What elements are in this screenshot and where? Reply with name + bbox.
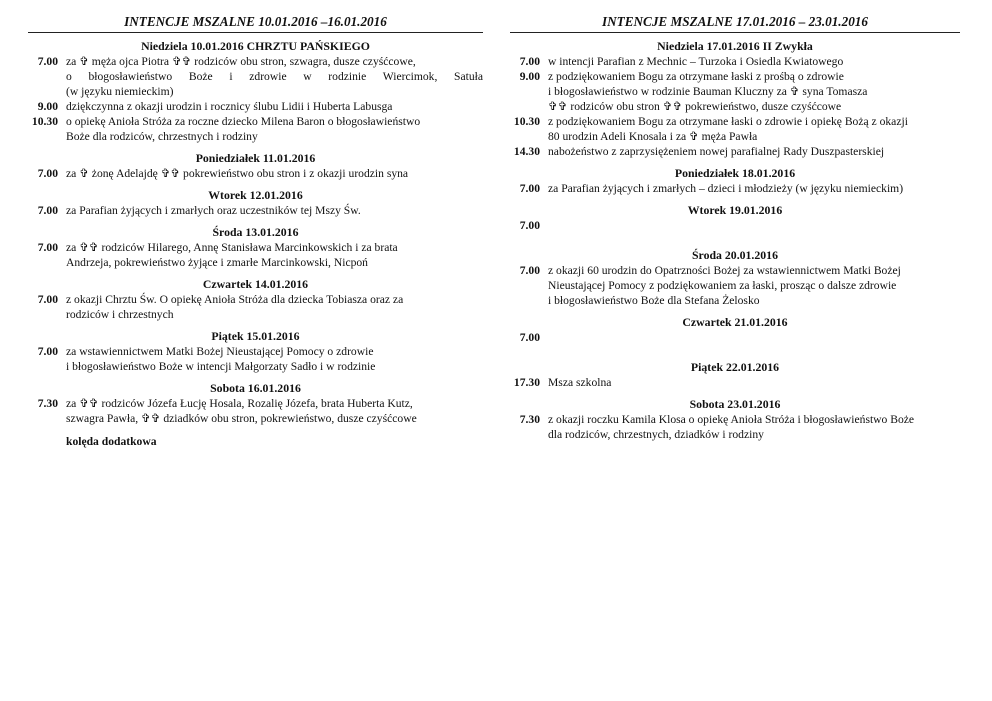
mass-intention <box>540 412 960 442</box>
mass-entry <box>28 114 483 144</box>
intention-line: za Parafian żyjących i zmarłych – dzieci i młodzieży (w języku niemieckim) <box>548 182 904 195</box>
right-header-rule <box>510 32 960 33</box>
mass-intention <box>58 114 483 144</box>
mass-time: 7.00 <box>519 219 540 232</box>
day-block <box>28 151 483 181</box>
right-days <box>510 39 960 442</box>
mass-time: 7.00 <box>37 55 58 68</box>
day-title: Czwartek 14.01.2016 <box>202 277 309 291</box>
intention-line: Andrzeja, pokrewieństwo żyjące i zmarłe Marcinkowski, Nicpoń <box>66 256 368 269</box>
day-title: Poniedziałek 11.01.2016 <box>195 151 316 165</box>
intention-line: z okazji 60 urodzin do Opatrzności Bożej za wstawiennictwem Matki Bożej <box>548 264 901 277</box>
mass-intention <box>58 99 483 114</box>
mass-entry <box>510 412 960 442</box>
day-block <box>510 203 960 241</box>
day-title: Niedziela 17.01.2016 II Zwykła <box>657 39 813 53</box>
day-block <box>510 360 960 390</box>
mass-entry <box>510 181 960 196</box>
day-block <box>510 166 960 196</box>
day-block <box>28 329 483 374</box>
mass-intention <box>540 114 960 144</box>
intention-line: w intencji Parafian z Mechnic – Turzoka i Osiedla Kwiatowego <box>548 55 844 68</box>
day-block <box>510 39 960 159</box>
intention-line: ✞✞ rodziców obu stron ✞✞ pokrewieństwo, dusze czyśćcowe <box>548 100 842 113</box>
mass-intention <box>540 218 960 233</box>
kolęda-note: kolęda dodatkowa <box>66 435 157 448</box>
mass-entry <box>510 54 960 69</box>
day-block <box>28 277 483 322</box>
blank-space <box>510 345 960 353</box>
intention-line: dziękczynna z okazji urodzin i rocznicy ślubu Lidii i Huberta Labusga <box>66 100 393 113</box>
left-week-title: INTENCJE MSZALNE 10.01.2016 –16.01.2016 <box>124 14 387 29</box>
mass-time: 7.00 <box>37 204 58 217</box>
mass-entry <box>510 218 960 233</box>
day-block <box>510 315 960 353</box>
intention-line: z okazji Chrztu Św. O opiekę Anioła Stróża dla dziecka Tobiasza oraz za <box>66 293 404 306</box>
mass-intention <box>58 240 483 270</box>
intention-line: z podziękowaniem Bogu za otrzymane łaski o zdrowie i opiekę Bożą z okazji <box>548 115 908 128</box>
mass-entry <box>510 330 960 345</box>
mass-entry <box>510 144 960 159</box>
mass-time: 7.00 <box>519 55 540 68</box>
intention-line <box>548 330 960 345</box>
day-title: Poniedziałek 18.01.2016 <box>674 166 796 180</box>
mass-time: 7.00 <box>37 241 58 254</box>
mass-entry <box>28 240 483 270</box>
mass-intention <box>58 203 483 218</box>
mass-intention <box>540 144 960 159</box>
intention-line: za wstawiennictwem Matki Bożej Nieustającej Pomocy o zdrowie <box>66 345 374 358</box>
mass-intention <box>540 330 960 345</box>
right-column <box>510 12 960 449</box>
mass-time: 9.00 <box>519 70 540 83</box>
day-block <box>28 225 483 270</box>
left-days <box>28 39 483 426</box>
mass-entry <box>28 396 483 426</box>
mass-intention <box>58 396 483 426</box>
intention-line: (w języku niemieckim) <box>66 85 174 98</box>
intention-line: z podziękowaniem Bogu za otrzymane łaski z prośbą o zdrowie <box>548 70 844 83</box>
intention-line: 80 urodzin Adeli Knosala i za ✞ męża Pawła <box>548 130 758 143</box>
intention-line: o błogosławieństwo Boże i zdrowie w rodzinie Wiercimok, Satuła <box>66 70 483 83</box>
mass-intention <box>540 181 960 196</box>
right-week-title: INTENCJE MSZALNE 17.01.2016 – 23.01.2016 <box>602 14 868 29</box>
day-title: Środa 20.01.2016 <box>692 248 778 262</box>
mass-time: 10.30 <box>513 115 540 128</box>
mass-entry <box>28 292 483 322</box>
intention-line <box>548 218 960 233</box>
intention-line: i błogosławieństwo w rodzinie Bauman Kluczny za ✞ syna Tomasza <box>548 85 868 98</box>
mass-intention <box>58 54 483 99</box>
mass-entry <box>510 114 960 144</box>
mass-entry <box>510 263 960 308</box>
mass-time: 9.00 <box>37 100 58 113</box>
mass-entry <box>28 54 483 99</box>
mass-time: 10.30 <box>31 115 58 128</box>
intention-line: Msza szkolna <box>548 376 612 389</box>
mass-entry <box>28 166 483 181</box>
mass-intention <box>540 69 960 114</box>
day-title: Wtorek 12.01.2016 <box>208 188 303 202</box>
intention-line: z okazji roczku Kamila Klosa o opiekę Anioła Stróża i błogosławieństwo Boże <box>548 413 915 426</box>
day-block <box>510 248 960 308</box>
intention-line: nabożeństwo z zaprzysiężeniem nowej parafialnej Rady Duszpasterskiej <box>548 145 885 158</box>
mass-time: 7.00 <box>519 264 540 277</box>
day-block <box>28 39 483 144</box>
mass-time: 7.00 <box>519 182 540 195</box>
intention-line: i błogosławieństwo Boże w intencji Małgorzaty Sadło i w rodzinie <box>66 360 376 373</box>
mass-time: 17.30 <box>513 376 540 389</box>
intention-line: rodziców i chrzestnych <box>66 308 174 321</box>
mass-time: 7.00 <box>37 293 58 306</box>
mass-intention <box>58 344 483 374</box>
mass-intention <box>540 263 960 308</box>
day-title: Piątek 22.01.2016 <box>690 360 780 374</box>
mass-entry <box>28 344 483 374</box>
day-block <box>510 397 960 442</box>
intention-line: za ✞✞ rodziców Józefa Łucję Hosala, Rozalię Józefa, brata Huberta Kutz, <box>66 397 413 410</box>
left-header-rule <box>28 32 483 33</box>
day-title: Piątek 15.01.2016 <box>211 329 300 343</box>
mass-intention <box>58 292 483 322</box>
intention-line: za Parafian żyjących i zmarłych oraz uczestników tej Mszy Św. <box>66 204 361 217</box>
intention-line: Boże dla rodziców, chrzestnych i rodziny <box>66 130 258 143</box>
day-block <box>28 188 483 218</box>
mass-entry <box>510 69 960 114</box>
day-title: Niedziela 10.01.2016 CHRZTU PAŃSKIEGO <box>141 39 370 53</box>
mass-time: 14.30 <box>513 145 540 158</box>
mass-time: 7.00 <box>37 345 58 358</box>
left-column <box>28 12 483 449</box>
intention-line: i błogosławieństwo Boże dla Stefana Żelosko <box>548 294 760 307</box>
mass-intention <box>540 375 960 390</box>
mass-entry <box>28 99 483 114</box>
mass-time: 7.00 <box>519 331 540 344</box>
intention-line: za ✞✞ rodziców Hilarego, Annę Stanisława Marcinkowskich i za brata <box>66 241 398 254</box>
day-title: Środa 13.01.2016 <box>212 225 299 239</box>
intention-line: o opiekę Anioła Stróża za roczne dziecko Milena Baron o błogosławieństwo <box>66 115 421 128</box>
intention-line: dla rodziców, chrzestnych, dziadków i rodziny <box>548 428 764 441</box>
mass-entry <box>28 203 483 218</box>
day-title: Wtorek 19.01.2016 <box>687 203 783 217</box>
intention-line: za ✞ żonę Adelajdę ✞✞ pokrewieństwo obu stron i z okazji urodzin syna <box>66 167 409 180</box>
intention-line: Nieustającej Pomocy z podziękowaniem za łaski, prosząc o dalsze zdrowie <box>548 279 897 292</box>
day-title: Sobota 16.01.2016 <box>210 381 301 395</box>
day-block <box>28 381 483 426</box>
intention-line: za ✞ męża ojca Piotra ✞✞ rodziców obu stron, szwagra, dusze czyśćcowe, <box>66 55 416 68</box>
intention-line: szwagra Pawła, ✞✞ dziadków obu stron, pokrewieństwo, dusze czyśćcowe <box>66 412 417 425</box>
mass-entry <box>510 375 960 390</box>
mass-intention <box>58 166 483 181</box>
mass-time: 7.30 <box>37 397 58 410</box>
blank-space <box>510 233 960 241</box>
mass-time: 7.30 <box>519 413 540 426</box>
mass-intention <box>540 54 960 69</box>
day-title: Czwartek 21.01.2016 <box>682 315 788 329</box>
day-title: Sobota 23.01.2016 <box>689 397 781 411</box>
mass-time: 7.00 <box>37 167 58 180</box>
